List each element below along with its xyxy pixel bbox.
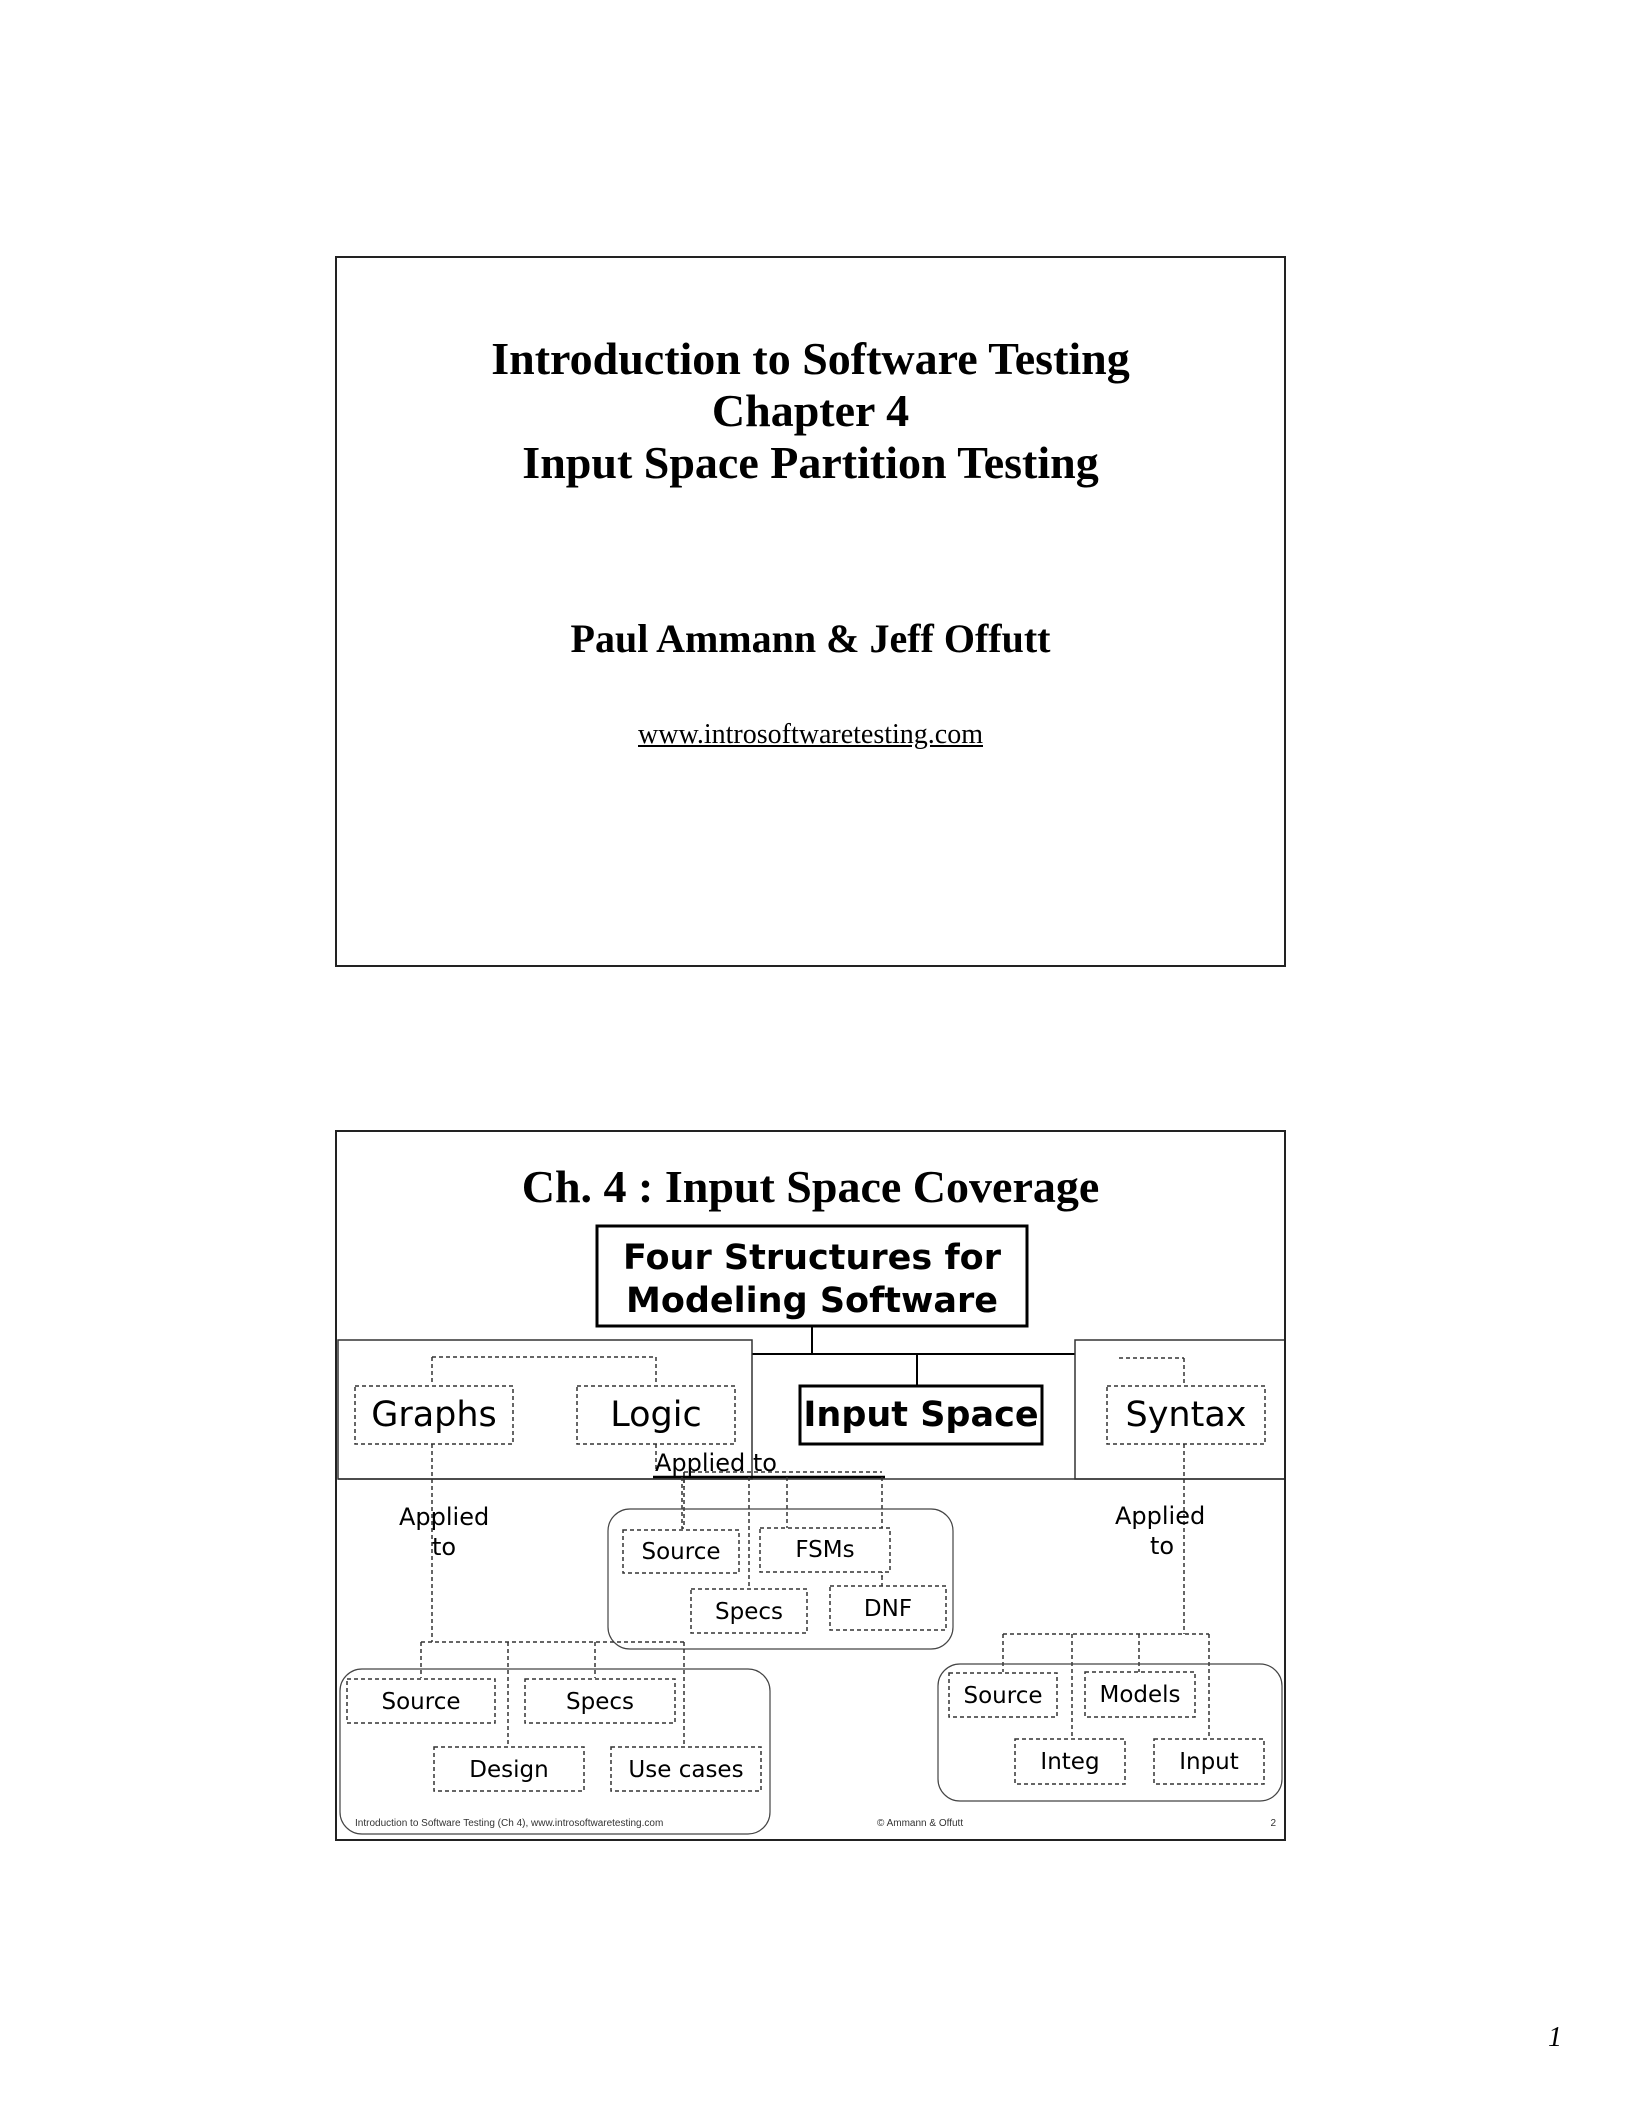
website-link[interactable]: www.introsoftwaretesting.com [638,719,983,750]
root-line-2: Modeling Software [626,1281,998,1321]
title-line-1: Introduction to Software Testing [491,333,1130,384]
logic-applied-label: Applied to [655,1449,777,1477]
graphs-label: Graphs [371,1395,497,1435]
graphs-use-cases-label: Use cases [628,1757,744,1783]
footer-copyright: © Ammann & Offutt [877,1818,964,1829]
title-line-3: Input Space Partition Testing [522,437,1099,488]
page-number: 1 [1548,2022,1562,2053]
graphs-applied-line-1: Applied [399,1503,490,1531]
structures-diagram [337,1132,1284,1839]
syntax-label: Syntax [1125,1395,1247,1435]
graphs-design-label: Design [469,1757,549,1783]
footer-left: Introduction to Software Testing (Ch 4), www.introsoftwaretesting.com [355,1818,664,1829]
root-line-1: Four Structures for [623,1238,1001,1278]
authors: Paul Ammann & Jeff Offutt [570,616,1051,661]
title-line-2: Chapter 4 [711,385,910,436]
input-space-label: Input Space [803,1395,1039,1435]
slide-2 [335,1130,1286,1841]
graphs-source-label: Source [381,1689,461,1715]
graphs-specs-label: Specs [566,1689,634,1715]
syntax-applied-line-2: to [1150,1532,1175,1560]
syntax-applied-line-1: Applied [1115,1502,1206,1530]
slide-1-title [337,333,1284,489]
logic-label: Logic [610,1395,702,1435]
syntax-input-label: Input [1179,1749,1239,1775]
slide-1 [335,256,1286,967]
logic-fsms-label: FSMs [795,1537,855,1563]
logic-specs-label: Specs [715,1599,783,1625]
graphs-applied-line-2: to [432,1533,457,1561]
logic-dnf-label: DNF [863,1596,913,1622]
footer-slide-number: 2 [1270,1818,1276,1829]
logic-source-label: Source [641,1539,721,1565]
syntax-models-label: Models [1099,1682,1181,1708]
syntax-source-label: Source [963,1683,1043,1709]
syntax-integ-label: Integ [1040,1749,1100,1775]
slide-2-title: Ch. 4 : Input Space Coverage [521,1161,1100,1212]
